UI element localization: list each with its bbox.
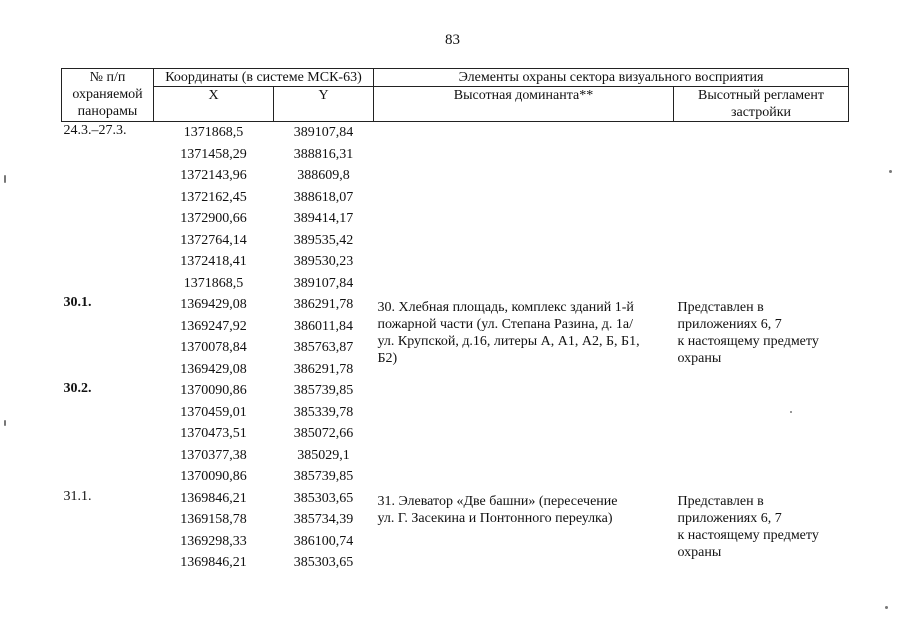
y-coordinate: 385739,85 — [293, 469, 354, 484]
regulation-line: приложениях 6, 7 — [677, 510, 782, 526]
table-row — [62, 294, 849, 380]
header-regulation — [674, 87, 849, 122]
y-column — [274, 294, 374, 380]
page-number: 83 — [445, 32, 460, 48]
y-column — [274, 380, 374, 488]
x-coordinate: 1370377,38 — [180, 447, 247, 463]
panorama-number: 30.2. — [63, 381, 92, 396]
header-coordinates: Координаты (в системе МСК-63) — [154, 69, 374, 87]
y-coordinate: 386291,78 — [293, 361, 354, 377]
x-column — [154, 122, 274, 295]
y-coordinate: 385739,85 — [293, 383, 354, 398]
x-coordinate: 1370459,01 — [180, 404, 247, 420]
x-column — [154, 380, 274, 488]
x-coordinate: 1369247,92 — [180, 318, 247, 334]
header-number — [62, 69, 154, 122]
y-coordinate: 386100,74 — [293, 533, 354, 549]
y-coordinate: 385734,39 — [293, 512, 354, 527]
x-coordinate: 1370473,51 — [180, 426, 247, 441]
panorama-number: 30.1. — [63, 295, 92, 310]
dominant-line: 31. Элеватор «Две башни» (пересечение — [377, 493, 618, 509]
x-coordinate: 1372900,66 — [180, 211, 247, 226]
x-coordinate: 1372162,45 — [180, 189, 247, 205]
y-coordinate: 389414,17 — [293, 211, 354, 226]
header-elements: Элементы охраны сектора визуального восприятия — [374, 69, 849, 87]
dominant-cell — [374, 380, 674, 488]
y-coordinate: 388609,8 — [297, 168, 350, 183]
scan-speck — [4, 420, 6, 426]
header-regulation-line: застройки — [730, 105, 792, 120]
x-coordinate: 1371868,5 — [183, 275, 244, 291]
x-coordinate: 1372418,41 — [180, 254, 247, 269]
dominant-line: пожарной части (ул. Степана Разина, д. 1а/ — [377, 317, 633, 332]
x-coordinate: 1370090,86 — [180, 469, 247, 484]
dominant-cell — [374, 122, 674, 295]
dominant-line: ул. Г. Засекина и Понтонного переулка) — [377, 510, 613, 526]
regulation-line: охраны — [677, 544, 722, 560]
y-coordinate: 389530,23 — [293, 254, 354, 269]
x-coordinate: 1372764,14 — [180, 232, 247, 248]
x-coordinate: 1369846,21 — [180, 555, 247, 570]
header-x: X — [154, 87, 274, 122]
dominant-cell — [374, 294, 674, 380]
y-coordinate: 385303,65 — [293, 555, 354, 570]
regulation-line: Представлен в — [677, 300, 764, 315]
x-coordinate: 1369429,08 — [180, 297, 247, 312]
x-coordinate: 1369846,21 — [180, 490, 247, 506]
y-coordinate: 385763,87 — [293, 340, 354, 355]
y-coordinate: 385029,1 — [297, 447, 350, 463]
regulation-cell — [674, 122, 849, 295]
x-coordinate: 1370078,84 — [180, 340, 247, 355]
y-column — [274, 122, 374, 295]
y-coordinate: 386291,78 — [293, 297, 354, 312]
regulation-line: к настоящему предмету — [677, 527, 819, 543]
y-coordinate: 388816,31 — [293, 146, 354, 162]
regulation-cell — [674, 380, 849, 488]
header-number-line: охраняемой — [72, 87, 143, 102]
x-coordinate: 1369158,78 — [180, 512, 247, 527]
scan-speck — [4, 175, 6, 183]
y-coordinate: 386011,84 — [294, 318, 353, 334]
panorama-number: 24.3.–27.3. — [63, 123, 127, 138]
dominant-cell — [374, 488, 674, 574]
y-coordinate: 385303,65 — [293, 490, 354, 506]
x-coordinate: 1371868,5 — [183, 125, 244, 140]
header-regulation-line: Высотный регламент — [698, 88, 824, 103]
header-y: Y — [274, 87, 374, 122]
regulation-line: охраны — [677, 351, 722, 366]
header-number-line: № п/п — [89, 70, 126, 85]
table-body — [62, 122, 849, 574]
scan-speck — [885, 606, 888, 609]
regulation-line: к настоящему предмету — [677, 334, 819, 349]
header-dominant: Высотная доминанта** — [374, 87, 674, 122]
scan-speck — [790, 411, 792, 413]
x-column — [154, 488, 274, 574]
protection-table — [61, 68, 849, 574]
x-column — [154, 294, 274, 380]
dominant-line: Б2) — [377, 351, 398, 366]
x-coordinate: 1369429,08 — [180, 361, 247, 377]
y-coordinate: 388618,07 — [293, 189, 354, 205]
regulation-line: приложениях 6, 7 — [677, 317, 782, 332]
x-coordinate: 1370090,86 — [180, 383, 247, 398]
y-coordinate: 385072,66 — [293, 426, 354, 441]
x-coordinate: 1371458,29 — [180, 146, 247, 162]
regulation-cell — [674, 294, 849, 380]
header-number-line: панорамы — [77, 104, 138, 119]
y-coordinate: 385339,78 — [293, 404, 354, 420]
table-row — [62, 380, 849, 488]
panorama-number: 31.1. — [63, 488, 92, 504]
regulation-cell — [674, 488, 849, 574]
y-coordinate: 389107,84 — [293, 275, 354, 291]
y-coordinate: 389107,84 — [293, 125, 354, 140]
table-row — [62, 488, 849, 574]
x-coordinate: 1372143,96 — [180, 168, 247, 183]
scan-speck — [889, 170, 892, 173]
table-row — [62, 122, 849, 295]
y-coordinate: 389535,42 — [293, 232, 354, 248]
dominant-line: 30. Хлебная площадь, комплекс зданий 1-й — [377, 300, 634, 315]
dominant-line: ул. Крупской, д.16, литеры А, А1, А2, Б, Б1, — [377, 334, 640, 349]
y-column — [274, 488, 374, 574]
x-coordinate: 1369298,33 — [180, 533, 247, 549]
regulation-line: Представлен в — [677, 493, 764, 509]
